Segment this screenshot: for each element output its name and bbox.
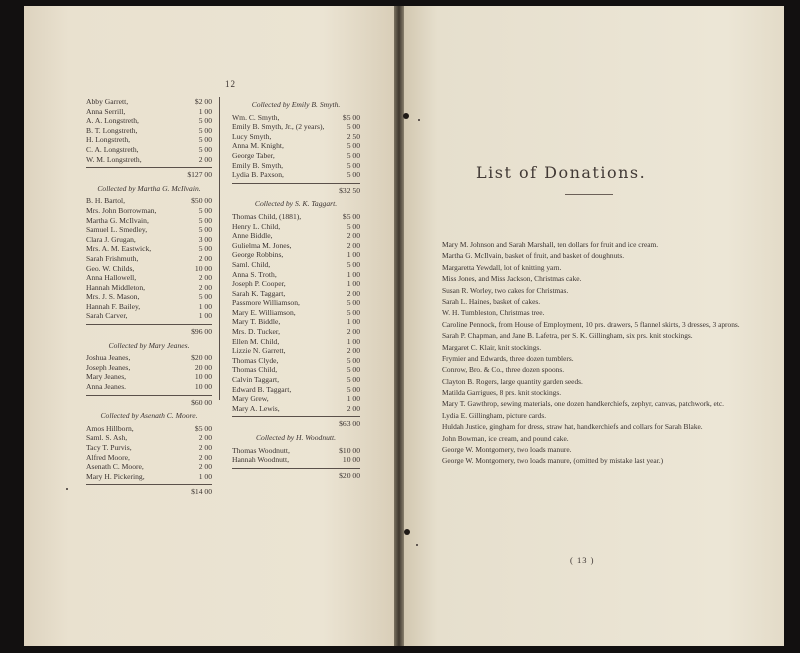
donor-amount: 5 00 (346, 122, 360, 132)
donor-amount: 5 00 (346, 298, 360, 308)
donor-amount: 2 00 (198, 443, 212, 452)
donor-row (86, 216, 212, 226)
donor-amount: 10 00 (194, 382, 212, 392)
donor-name: W. M. Longstreth, (86, 154, 142, 164)
donor-name: Mary E. Williamson, (232, 307, 296, 317)
donation-item: Clayton B. Rogers, large quantity garden seeds. (442, 376, 583, 386)
donor-name: C. A. Longstreth, (86, 144, 139, 154)
column-divider (219, 97, 220, 400)
donor-amount: $5 00 (342, 211, 360, 221)
donor-amount: 20 00 (194, 362, 212, 372)
donor-name: Henry L. Child, (232, 221, 281, 231)
paper-speck (416, 544, 418, 546)
collector-heading: Collected by Emily B. Smyth. (251, 100, 341, 109)
donor-name: B. H. Bartol, (86, 196, 126, 206)
donor-row (86, 126, 212, 136)
donor-amount: 2 50 (346, 131, 360, 141)
donation-item: Conrow, Bro. & Co., three dozen spoons. (442, 365, 565, 375)
donor-row (232, 270, 360, 280)
donor-row (86, 135, 212, 145)
donor-row (232, 308, 360, 318)
donor-row (86, 97, 212, 107)
subtotal-row (232, 416, 360, 429)
donation-item: Lydia E. Gillingham, picture cards. (442, 410, 547, 420)
donor-name: Anna Jeanes. (86, 382, 127, 392)
donor-name: Hannah F. Bailey, (86, 301, 141, 311)
donation-item: Margaret C. Klair, knit stockings. (442, 342, 542, 352)
donor-name: Geo. W. Childs, (86, 263, 135, 273)
subtotal-row (86, 484, 212, 497)
donor-row (86, 462, 212, 472)
donor-amount: 3 00 (198, 234, 212, 244)
donor-row (232, 212, 360, 222)
donor-row (232, 132, 360, 142)
donor-amount: 5 00 (346, 141, 360, 151)
donor-row (232, 231, 360, 241)
donor-name: Thomas Clyde, (232, 355, 279, 365)
donor-row (86, 225, 212, 235)
donor-name: Mary Grew, (232, 394, 269, 404)
donor-row (86, 292, 212, 302)
donor-row (86, 155, 212, 165)
donor-name: Mrs. J. S. Mason, (86, 292, 140, 302)
donor-name: George Robbins, (232, 250, 284, 260)
subtotal-amount: $60 00 (191, 397, 212, 407)
donor-amount: 5 00 (198, 292, 212, 302)
donor-amount: 1 00 (198, 471, 212, 481)
binding-staple-hole-bottom (404, 529, 410, 535)
donor-amount: 1 00 (346, 394, 360, 404)
donor-row (232, 375, 360, 385)
donor-row (232, 327, 360, 337)
donor-row (232, 289, 360, 299)
subtotal-amount: $32 50 (339, 185, 360, 195)
donor-amount: 10 00 (342, 455, 360, 465)
donor-row (232, 141, 360, 151)
donations-list (442, 240, 762, 468)
donation-item: Huldah Justice, gingham for dress, straw hat, handkerchiefs and collars for Sarah Blake. (442, 422, 703, 432)
donor-amount: 1 00 (346, 269, 360, 279)
donor-name: Samuel L. Smedley, (86, 225, 148, 235)
subtotal-amount: $20 00 (339, 470, 360, 480)
donor-row (232, 279, 360, 289)
donor-amount: 5 00 (346, 384, 360, 394)
donor-row (86, 363, 212, 373)
donor-name: Sarah Frishmuth, (86, 253, 139, 263)
donor-amount: 5 00 (198, 215, 212, 225)
donor-amount: $10 00 (339, 445, 360, 455)
donor-row (86, 235, 212, 245)
donor-amount: 5 00 (346, 221, 360, 231)
donor-amount: 2 00 (198, 282, 212, 292)
donor-amount: 2 00 (346, 288, 360, 298)
donor-row (86, 116, 212, 126)
donor-row (232, 250, 360, 260)
donor-row (232, 113, 360, 123)
donor-amount: 1 00 (346, 336, 360, 346)
donation-item: Caroline Pennock, from House of Employment, 10 prs. drawers, 5 flannel skirts, 3 dresses, 3 aprons. (442, 319, 740, 329)
donor-name: Ellen M. Child, (232, 336, 280, 346)
donor-name: Emily B. Smyth, Jr., (2 years), (232, 122, 325, 132)
donor-row (232, 161, 360, 171)
donation-item: Mary T. Gawthrop, sewing materials, one dozen handkerchiefs, zephyr, canvas, patchwork, etc. (442, 399, 725, 409)
donor-amount: 1 00 (346, 250, 360, 260)
subtotal-amount: $96 00 (191, 327, 212, 337)
donor-name: Mary T. Biddle, (232, 317, 281, 327)
collector-heading: Collected by Martha G. McIlvain. (97, 183, 201, 193)
right-column-donors (232, 97, 360, 484)
donor-amount: $50 00 (191, 196, 212, 206)
donor-amount: 5 00 (198, 116, 212, 126)
donor-amount: $20 00 (191, 353, 212, 363)
collector-heading: Collected by S. K. Taggart. (254, 199, 338, 209)
donor-name: Lydia B. Paxson, (232, 170, 284, 180)
donor-name: Mary Jeanes, (86, 372, 127, 382)
donor-name: Wm. C. Smyth, (232, 112, 280, 122)
donor-row (86, 145, 212, 155)
donor-amount: 5 00 (346, 365, 360, 375)
donation-item: Sarah P. Chapman, and Jane B. Lafetra, per S. K. Gillingham, six prs. knit stockings. (442, 331, 693, 341)
donor-name: Gulielma M. Jones, (232, 240, 292, 250)
donor-name: Mary H. Pickering, (86, 471, 145, 481)
donor-amount: 5 00 (198, 125, 212, 135)
donor-name: Sarah Carver, (86, 311, 128, 321)
donor-name: Thomas Child, (1881), (232, 211, 302, 221)
donor-row (232, 122, 360, 132)
donor-name: A. A. Longstreth, (86, 116, 139, 126)
donor-row (86, 453, 212, 463)
donor-row (86, 273, 212, 283)
donor-row (232, 455, 360, 465)
left-column-donors (86, 97, 212, 501)
donor-row (232, 260, 360, 270)
donor-name: Mary A. Lewis, (232, 403, 280, 413)
paper-speck (66, 488, 68, 490)
donor-name: Emily B. Smyth, (232, 160, 284, 170)
donor-amount: 1 00 (346, 317, 360, 327)
donor-row (232, 298, 360, 308)
donor-row (232, 317, 360, 327)
donor-name: Tacy T. Purvis, (86, 443, 132, 452)
donor-amount: 2 00 (198, 452, 212, 462)
donor-name: Thomas Child, (232, 365, 278, 375)
donor-name: Passmore Williamson, (232, 298, 300, 308)
donor-name: Mrs. A. M. Eastwick, (86, 244, 152, 254)
donor-row (86, 254, 212, 264)
donor-row (86, 372, 212, 382)
donation-item: Susan R. Worley, two cakes for Christmas. (442, 285, 569, 295)
subtotal-amount: $14 00 (191, 487, 212, 497)
donor-amount: 5 00 (198, 205, 212, 215)
donor-name: Alfred Moore, (86, 452, 130, 462)
subtotal-amount: $63 00 (339, 419, 360, 429)
donor-row (86, 107, 212, 117)
donor-amount: 5 00 (346, 307, 360, 317)
donation-item: Mary M. Johnson and Sarah Marshall, ten dollars for fruit and ice cream. (442, 240, 659, 249)
donor-amount: 2 00 (346, 231, 360, 241)
donor-amount: 5 00 (346, 375, 360, 385)
donor-name: Hannah Middleton, (86, 282, 146, 292)
donor-name: Mrs. D. Tucker, (232, 327, 281, 337)
donor-name: Hannah Woodnutt, (232, 455, 290, 465)
donor-row (86, 353, 212, 363)
donor-name: H. Longstreth, (86, 135, 131, 145)
donor-name: Clara J. Grugan, (86, 234, 136, 244)
donor-name: Mrs. John Borrowman, (86, 205, 157, 215)
donor-name: Anna Serrill, (86, 106, 126, 116)
collector-heading: Collected by Asenath C. Moore. (100, 411, 198, 421)
subtotal-row (86, 167, 212, 180)
subtotal-amount: $127 00 (187, 170, 212, 180)
donor-row (232, 151, 360, 161)
donor-name: Lucy Smyth, (232, 131, 272, 141)
donor-row (232, 222, 360, 232)
donor-amount: 5 00 (346, 355, 360, 365)
donor-amount: 2 00 (346, 346, 360, 356)
paper-speck (418, 119, 420, 121)
donor-amount: 1 00 (198, 311, 212, 321)
donation-item: W. H. Tumbleston, Christmas tree. (442, 308, 545, 318)
donor-row (86, 302, 212, 312)
donor-name: Joseph P. Cooper, (232, 279, 286, 289)
subtotal-row (86, 395, 212, 408)
donor-name: Thomas Woodnutt, (232, 445, 290, 455)
donation-item: Martha G. McIlvain, basket of fruit, and basket of doughnuts. (442, 251, 625, 261)
donor-amount: 1 00 (198, 106, 212, 116)
donor-row (86, 244, 212, 254)
subtotal-row (232, 468, 360, 481)
donor-name: Anna S. Troth, (232, 269, 277, 279)
donor-amount: 2 00 (198, 154, 212, 164)
donor-name: Asenath C. Moore, (86, 462, 144, 472)
donor-name: B. T. Longstreth, (86, 125, 138, 135)
donor-name: Lizzie N. Garrett, (232, 346, 286, 356)
donor-amount: $5 00 (194, 423, 212, 433)
page-gutter (394, 6, 404, 646)
donor-amount: 5 00 (346, 150, 360, 160)
donor-name: Calvin Taggart, (232, 375, 279, 385)
donation-item: Sarah L. Haines, basket of cakes. (442, 296, 541, 306)
donation-item: Miss Jones, and Miss Jackson, Christmas cake. (442, 274, 582, 284)
collector-heading: Collected by Mary Jeanes. (108, 340, 190, 350)
donor-row (86, 206, 212, 216)
donor-amount: 5 00 (198, 244, 212, 254)
donor-row (86, 283, 212, 293)
donor-name: Saml. Child, (232, 259, 271, 269)
donor-amount: 10 00 (194, 372, 212, 382)
donation-item: Margaretta Yewdall, lot of knitting yarn. (442, 262, 562, 272)
collector-heading: Collected by H. Woodnutt. (255, 433, 337, 442)
donor-name: Anne Biddle, (232, 231, 273, 241)
donor-name: Anna Hallowell, (86, 273, 137, 283)
donor-row (86, 264, 212, 274)
donor-name: Sarah K. Taggart, (232, 288, 286, 298)
donor-amount: 2 00 (198, 462, 212, 472)
donor-name: George Taber, (232, 150, 275, 160)
donor-row (232, 337, 360, 347)
title-rule (565, 194, 613, 195)
donor-amount: $5 00 (342, 112, 360, 122)
binding-staple-hole-top (403, 113, 409, 119)
donation-item: John Bowman, ice cream, and pound cake. (442, 433, 569, 443)
donor-row (86, 433, 212, 443)
donor-amount: 5 00 (198, 225, 212, 235)
donor-amount: 1 00 (346, 279, 360, 289)
donor-row (86, 196, 212, 206)
donation-item: George W. Montgomery, two loads manure, (omitted by mistake last year.) (442, 456, 664, 466)
subtotal-row (232, 183, 360, 196)
donor-amount: 2 00 (346, 240, 360, 250)
donor-name: Edward B. Taggart, (232, 384, 292, 394)
donor-amount: $2 00 (194, 97, 212, 106)
donor-name: Anna M. Knight, (232, 141, 284, 151)
donor-row (232, 170, 360, 180)
donor-amount: 5 00 (346, 259, 360, 269)
right-page-number: ( 13 ) (570, 555, 595, 565)
donor-amount: 2 00 (198, 273, 212, 283)
subtotal-row (86, 324, 212, 337)
left-page-number: 12 (225, 79, 236, 89)
donor-row (86, 382, 212, 392)
donation-item: Matilda Garrigues, 8 prs. knit stockings. (442, 388, 562, 398)
donor-row (86, 424, 212, 434)
donor-amount: 2 00 (346, 403, 360, 413)
donor-row (232, 385, 360, 395)
donor-row (232, 346, 360, 356)
donor-row (86, 443, 212, 453)
donor-name: Abby Garrett, (86, 97, 129, 106)
donor-amount: 2 00 (346, 327, 360, 337)
donor-amount: 2 00 (198, 433, 212, 443)
donor-name: Saml. S. Ash, (86, 433, 128, 443)
donor-name: Amos Hillborn, (86, 423, 134, 433)
donor-row (86, 311, 212, 321)
donor-row (232, 356, 360, 366)
donor-amount: 5 00 (198, 135, 212, 145)
donor-amount: 5 00 (346, 160, 360, 170)
donation-item: Frymier and Edwards, three dozen tumblers. (442, 353, 574, 363)
donor-amount: 1 00 (198, 301, 212, 311)
donation-item: George W. Montgomery, two loads manure. (442, 445, 572, 455)
donor-row (232, 394, 360, 404)
donor-row (232, 365, 360, 375)
donor-amount: 5 00 (346, 170, 360, 180)
donor-amount: 10 00 (194, 263, 212, 273)
donor-amount: 2 00 (198, 253, 212, 263)
donor-row (86, 472, 212, 482)
donor-row (232, 241, 360, 251)
donor-amount: 5 00 (198, 144, 212, 154)
donor-row (232, 404, 360, 414)
list-of-donations-title: List of Donations. (476, 163, 647, 182)
donor-row (232, 446, 360, 456)
donor-name: Martha G. McIlvain, (86, 215, 149, 225)
donor-name: Joseph Jeanes, (86, 362, 131, 372)
donor-name: Joshua Jeanes, (86, 353, 131, 363)
